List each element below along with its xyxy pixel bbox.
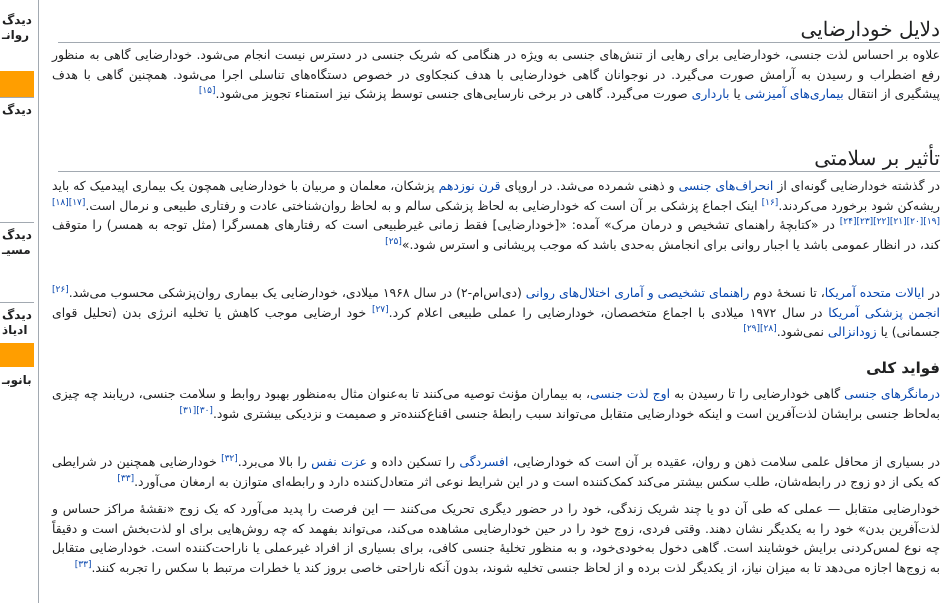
paragraph bbox=[52, 384, 940, 423]
text: ، به بیماران مؤنث توصیه می‌کنند تا به‌عنوان مثال به‌منظور بهبود روابط و سلامت جنسی، دریابند چه چیزی به‌لحاظ جنسی برایشان لذت‌آفرین است و اینکه خودارضایی متقابل می‌تواند سبب رابطهٔ جنسی اقناع‌کننده‌تر و صمیمت و نزدیکی بیشتری شود. bbox=[52, 386, 940, 421]
wiki-link[interactable]: ایالات متحده آمریکا bbox=[824, 285, 925, 300]
side-panel-item-label: دیدگ bbox=[2, 13, 32, 27]
side-panel-divider bbox=[0, 97, 34, 98]
paragraph bbox=[52, 283, 940, 342]
wiki-link[interactable]: اوج لذت جنسی bbox=[589, 386, 671, 401]
side-panel-item-label: روانـ bbox=[2, 28, 30, 42]
text: خودارضایی متقابل — عملی که طی آن دو یا چند شریک زندگی، خود را در حضور دیگری تحریک می‌کنند — این فرصت را پدید می‌آورد که یک زوج «نقشهٔ مراکز حساس و لذت‌آفرین بدن» خود را به یکدیگر نشان دهند. وقتی فردی، زوج خود را در حین خودارضایی مشاهده می‌کند، می‌تواند بفهمد که چه روش‌هایی برای او لذت‌بخش است و دقیقاً چه نوع لمس‌کردنی برایش خوشایند است. گاهی دخول به‌خودی‌خود، و به منظور تخلیهٔ جنسی کافی، برای بسیاری از افراد غیرعملی یا ناراحت‌کننده است. خودارضایی متقابل به زوج‌ها اجازه می‌دهد تا به میزان نیاز، از یکدیگر لذت برده و از لحاظ جنسی تخلیه شوند، بدون آنکه ناراحتی خاصی بروز کند یا خطرات مرتبط با سکس را تجربه کنند. bbox=[52, 501, 940, 575]
text: خود ارضایی موجب کاهش یا تخلیه انرژی بدن (تحلیل قوای جسمانی) یا bbox=[52, 304, 940, 339]
wiki-link[interactable]: بیماری‌های آمیزشی bbox=[744, 86, 844, 101]
paragraph bbox=[52, 499, 940, 577]
side-panel-item-label: دیدگ bbox=[2, 308, 32, 322]
side-panel-highlight bbox=[0, 343, 34, 367]
reference-link[interactable]: [۲۶] bbox=[52, 284, 69, 295]
text: در بسیاری از محافل علمی سلامت ذهن و روان، عقیده بر آن است که خودارضایی، bbox=[508, 454, 940, 469]
wiki-link[interactable]: افسردگی bbox=[459, 454, 509, 469]
wiki-link[interactable]: قرن نوزدهم bbox=[438, 178, 501, 193]
text: پزشکان، معلمان و مربیان با خودارضایی همچون یک بیماری اپیدمیک که باید ریشه‌کن شود برخورد می‌کردند. bbox=[52, 178, 940, 213]
text: در سال ۱۹۷۲ میلادی با اجماع متخصصان، خودارضایی را عملی طبیعی اعلام کرد. bbox=[388, 304, 829, 320]
reference-link[interactable]: [۲۵] bbox=[385, 236, 402, 247]
wiki-link[interactable]: انجمن پزشکی آمریکا bbox=[828, 304, 940, 320]
side-panel-divider bbox=[0, 302, 34, 303]
section-heading-benefits: فواید کلی bbox=[866, 359, 940, 377]
reference-link[interactable]: [۳۳] bbox=[117, 473, 135, 484]
wiki-link[interactable]: بارداری bbox=[691, 86, 730, 101]
side-panel-item[interactable] bbox=[0, 373, 38, 388]
side-panel-item-label: دیدگ bbox=[2, 103, 32, 117]
section-heading-health: تأثیر بر سلامتی bbox=[58, 145, 940, 172]
paragraph bbox=[52, 176, 940, 254]
reference-link[interactable]: [۱۶] bbox=[761, 197, 779, 208]
reference-link[interactable]: [۳۰][۳۱] bbox=[179, 405, 213, 416]
text: را بالا می‌برد. bbox=[237, 454, 312, 469]
side-panel-item[interactable] bbox=[0, 103, 38, 118]
text: گاهی خودارضایی را تا رسیدن به bbox=[670, 386, 845, 401]
text: در bbox=[924, 285, 940, 300]
side-panel-item-label: دیدگ bbox=[2, 228, 32, 242]
side-panel-item-label: مسیـ bbox=[2, 243, 31, 257]
wiki-link[interactable]: درمانگرهای جنسی bbox=[844, 386, 940, 401]
wiki-link[interactable]: زودانزالی bbox=[827, 324, 877, 339]
side-panel-item-label: بانوبـ bbox=[2, 373, 32, 387]
text: نمی‌شود. bbox=[776, 324, 828, 339]
text: یا bbox=[729, 86, 745, 101]
text: صورت می‌گیرد. گاهی در برخی نارسایی‌های جنسی توسط پزشک نیز استمناء تجویز می‌شود. bbox=[215, 86, 692, 101]
wiki-link[interactable]: عزت نفس bbox=[311, 454, 367, 469]
side-panel-item[interactable] bbox=[0, 308, 38, 338]
text: در «کتابچهٔ راهنمای تشخیص و درمان مرک» آمده: «[خودارضایی] فقط زمانی غیرطبیعی است که رفتارهای همسرگرا (مثل توجه به همسر) را متوقف کند، در انظار عمومی باشد یا اجبار روانی برای انجامش به‌حدی باشد که موجب پریشانی و استرس شود.» bbox=[52, 217, 940, 252]
text: در گذشته خودارضایی گونه‌ای از bbox=[773, 178, 941, 193]
text: علاوه بر احساس لذت جنسی، خودارضایی برای رهایی از تنش‌های جنسی به ویژه در هنگامی که شریک جنسی در دسترس نیست انجام می‌شود. خودارضایی گاهی به منظور رفع اضطراب و رسیدن به آرامش صورت می‌گیرد. در نوجوانان گاهی خودارضایی با هدف کنجکاوی در خصوص دستگاه‌های تناسلی اجرا می‌شود. همچنین گاهی با هدف پیشگیری از انتقال bbox=[52, 47, 940, 101]
text: خودارضایی همچنین در شرایطی که یکی از دو زوج در رابطه‌شان، طلب سکس بیشتر می‌کند کمک‌کننده است و در این شرایط نوعی اثر متعادل‌کننده دارد و رابطه‌ای متوازن به ارمغان می‌آورد. bbox=[52, 454, 940, 489]
reference-link[interactable]: [۲۸][۲۹] bbox=[743, 323, 777, 334]
paragraph bbox=[52, 45, 940, 104]
side-panel-item[interactable] bbox=[0, 228, 38, 258]
text: و ذهنی شمرده می‌شد. در اروپای bbox=[500, 178, 679, 193]
side-panel-highlight bbox=[0, 71, 34, 97]
side-panel-item-label: ادیاذ bbox=[2, 323, 28, 337]
section-heading-reasons: دلایل خودارضایی bbox=[58, 16, 940, 43]
article-content bbox=[52, 0, 945, 603]
reference-link[interactable]: [۱۵] bbox=[198, 85, 216, 96]
side-panel-item[interactable] bbox=[0, 13, 38, 43]
wiki-link[interactable]: راهنمای تشخیصی و آماری اختلال‌های روانی bbox=[525, 285, 750, 300]
text: اینک اجماع پزشکی بر آن است که خودارضایی به لحاظ پزشکی سالم و به لحاظ روان‌شناختی عادت و رفتاری طبیعی و نرمال است. bbox=[85, 197, 762, 213]
side-panel-divider bbox=[0, 222, 34, 223]
reference-link[interactable]: [۲۷] bbox=[371, 304, 389, 315]
text: ، تا نسخهٔ دوم bbox=[749, 285, 825, 300]
text: (دی‌اس‌ام-۲) در سال ۱۹۶۸ میلادی، خودارضایی یک بیماری روان‌پزشکی محسوب می‌شد. bbox=[68, 285, 526, 300]
text: را تسکین داده و bbox=[366, 454, 460, 469]
paragraph bbox=[52, 452, 940, 491]
reference-link[interactable]: [۳۳] bbox=[74, 559, 92, 570]
side-panel bbox=[0, 0, 39, 603]
reference-link[interactable]: [۱۷][۱۸][۱۹][۲۰][۲۱][۲۲][۲۳][۲۴] bbox=[52, 197, 940, 227]
wiki-link[interactable]: انحراف‌های جنسی bbox=[678, 178, 774, 193]
reference-link[interactable]: [۳۲] bbox=[221, 453, 238, 464]
